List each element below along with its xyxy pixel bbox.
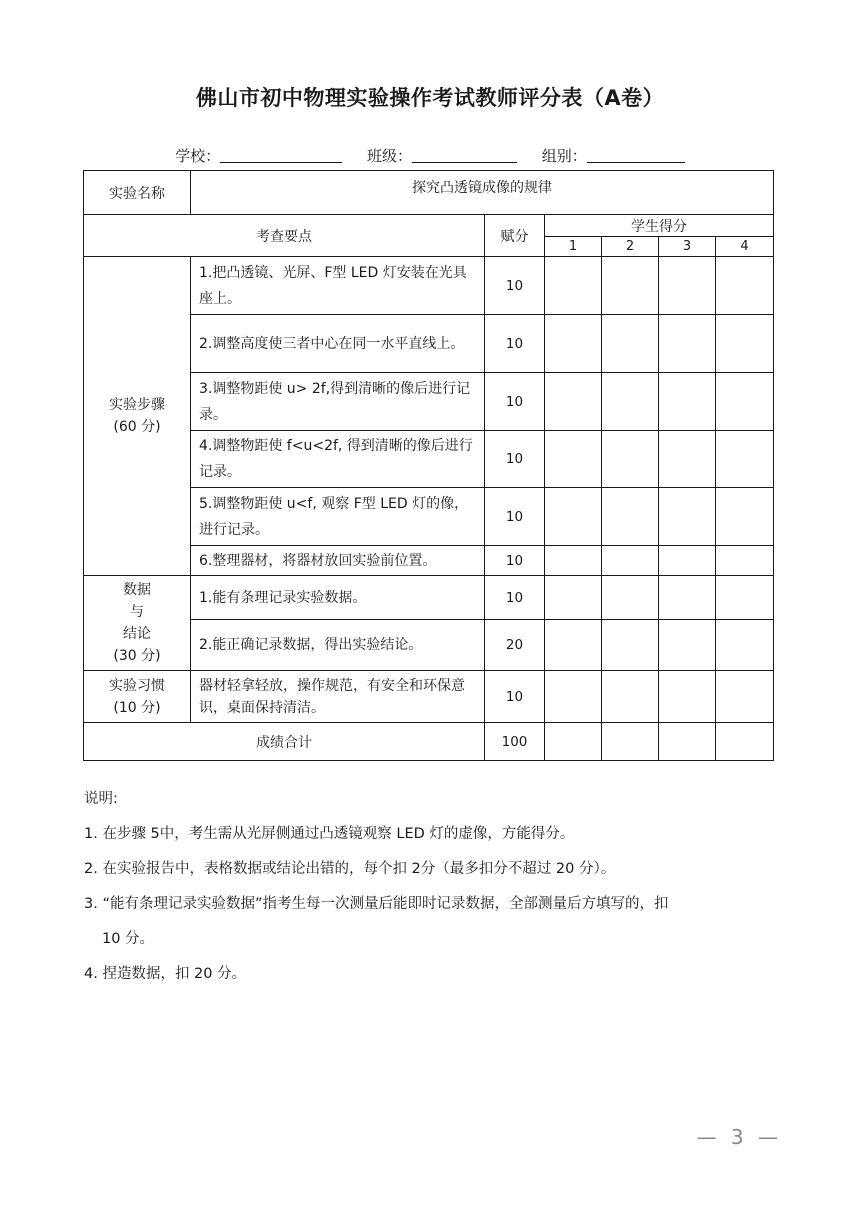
section-data-line4: (30 分) <box>113 648 161 664</box>
score-cell[interactable] <box>602 315 659 373</box>
data-text: 2.能正确记录数据，得出实验结论。 <box>191 620 485 671</box>
student-score-header: 学生得分 <box>545 215 774 237</box>
score-cell[interactable] <box>545 620 602 671</box>
score-cell[interactable] <box>716 373 774 431</box>
score-cell[interactable] <box>602 723 659 761</box>
data-score: 20 <box>485 620 545 671</box>
total-row <box>84 723 774 761</box>
habit-score: 10 <box>485 671 545 723</box>
step-score: 10 <box>485 373 545 431</box>
score-cell[interactable] <box>659 546 716 576</box>
score-cell[interactable] <box>545 671 602 723</box>
step-text: 6.整理器材，将器材放回实验前位置。 <box>191 546 485 576</box>
section-steps-line1: 实验步骤 <box>109 397 165 413</box>
score-cell[interactable] <box>716 576 774 620</box>
score-cell[interactable] <box>716 723 774 761</box>
name-row <box>84 171 774 215</box>
student-number: 4 <box>716 237 774 257</box>
score-cell[interactable] <box>545 576 602 620</box>
step-score: 10 <box>485 488 545 546</box>
score-cell[interactable] <box>716 488 774 546</box>
section-habit-line1: 实验习惯 <box>109 677 165 694</box>
score-cell[interactable] <box>545 373 602 431</box>
group-label: 组别： <box>541 147 587 165</box>
section-steps-line2: (60 分) <box>113 419 161 435</box>
data-score: 10 <box>485 576 545 620</box>
section-data-line2: 与 <box>130 604 144 620</box>
note-item: 2. 在实验报告中，表格数据或结论出错的，每个扣 2分（最多扣分不超过 20 分）。 <box>84 861 616 877</box>
student-number: 2 <box>602 237 659 257</box>
section-data-line1: 数据 <box>123 582 151 598</box>
step-text: 3.调整物距使 u> 2f,得到清晰的像后进行记录。 <box>191 373 485 431</box>
page-title: 佛山市初中物理实验操作考试教师评分表（A卷） <box>195 86 665 110</box>
data-row <box>84 576 774 620</box>
data-text: 1.能有条理记录实验数据。 <box>191 576 485 620</box>
score-cell[interactable] <box>659 431 716 488</box>
score-cell[interactable] <box>659 488 716 546</box>
score-cell[interactable] <box>545 488 602 546</box>
score-cell[interactable] <box>659 257 716 315</box>
score-cell[interactable] <box>545 315 602 373</box>
section-data-line3: 结论 <box>123 626 151 642</box>
step-text: 2.调整高度使三者中心在同一水平直线上。 <box>191 315 485 373</box>
score-cell[interactable] <box>659 671 716 723</box>
note-item-continuation: 10 分。 <box>102 931 155 947</box>
score-cell[interactable] <box>602 488 659 546</box>
step-score: 10 <box>485 257 545 315</box>
score-cell[interactable] <box>545 257 602 315</box>
info-line <box>0 145 860 166</box>
notes-heading: 说明: <box>84 791 118 807</box>
score-cell[interactable] <box>716 431 774 488</box>
points-header: 考查要点 <box>84 215 485 257</box>
score-cell[interactable] <box>602 576 659 620</box>
score-cell[interactable] <box>602 431 659 488</box>
page-number: — 3 — <box>696 1125 782 1149</box>
score-cell[interactable] <box>545 546 602 576</box>
habit-text: 器材轻拿轻放，操作规范，有安全和环保意识，桌面保持清洁。 <box>191 671 485 723</box>
note-item: 3. “能有条理记录实验数据”指考生每一次测量后能即时记录数据，全部测量后方填写的，扣 <box>84 896 669 912</box>
class-label: 班级： <box>366 147 412 165</box>
class-blank[interactable] <box>412 148 517 163</box>
class-field[interactable] <box>367 145 517 166</box>
school-field[interactable] <box>175 145 342 166</box>
student-number: 1 <box>545 237 602 257</box>
step-text: 5.调整物距使 u<f, 观察 F型 LED 灯的像，进行记录。 <box>191 488 485 546</box>
school-label: 学校： <box>175 147 221 165</box>
step-row <box>84 257 774 315</box>
score-cell[interactable] <box>602 620 659 671</box>
score-cell[interactable] <box>716 546 774 576</box>
group-blank[interactable] <box>587 148 685 163</box>
section-habit-label <box>84 671 191 723</box>
score-table <box>83 170 774 761</box>
score-cell[interactable] <box>602 373 659 431</box>
score-cell[interactable] <box>602 671 659 723</box>
step-score: 10 <box>485 431 545 488</box>
group-field[interactable] <box>542 145 685 166</box>
notes-section <box>84 782 784 992</box>
score-cell[interactable] <box>659 620 716 671</box>
step-score: 10 <box>485 546 545 576</box>
score-cell[interactable] <box>659 576 716 620</box>
habit-row <box>84 671 774 723</box>
score-cell[interactable] <box>716 620 774 671</box>
note-item: 1. 在步骤 5中，考生需从光屏侧通过凸透镜观察 LED 灯的虚像，方能得分。 <box>84 826 575 842</box>
note-item: 4. 捏造数据，扣 20 分。 <box>84 966 247 982</box>
section-habit-line2: (10 分) <box>113 699 161 716</box>
step-text: 1.把凸透镜、光屏、F型 LED 灯安装在光具座上。 <box>191 257 485 315</box>
step-score: 10 <box>485 315 545 373</box>
score-cell[interactable] <box>659 373 716 431</box>
student-number: 3 <box>659 237 716 257</box>
experiment-name-label: 实验名称 <box>84 171 191 215</box>
score-cell[interactable] <box>545 431 602 488</box>
section-data-label <box>84 576 191 671</box>
school-blank[interactable] <box>220 148 342 163</box>
score-cell[interactable] <box>716 671 774 723</box>
score-header: 赋分 <box>485 215 545 257</box>
score-cell[interactable] <box>545 723 602 761</box>
total-score: 100 <box>485 723 545 761</box>
score-cell[interactable] <box>602 546 659 576</box>
score-cell[interactable] <box>659 723 716 761</box>
header-row <box>84 215 774 237</box>
total-label: 成绩合计 <box>84 723 485 761</box>
step-text: 4.调整物距使 f<u<2f, 得到清晰的像后进行记录。 <box>191 431 485 488</box>
section-steps-label <box>84 257 191 576</box>
experiment-name-value: 探究凸透镜成像的规律 <box>191 171 774 215</box>
score-cell[interactable] <box>659 315 716 373</box>
score-cell[interactable] <box>716 257 774 315</box>
score-cell[interactable] <box>716 315 774 373</box>
score-cell[interactable] <box>602 257 659 315</box>
